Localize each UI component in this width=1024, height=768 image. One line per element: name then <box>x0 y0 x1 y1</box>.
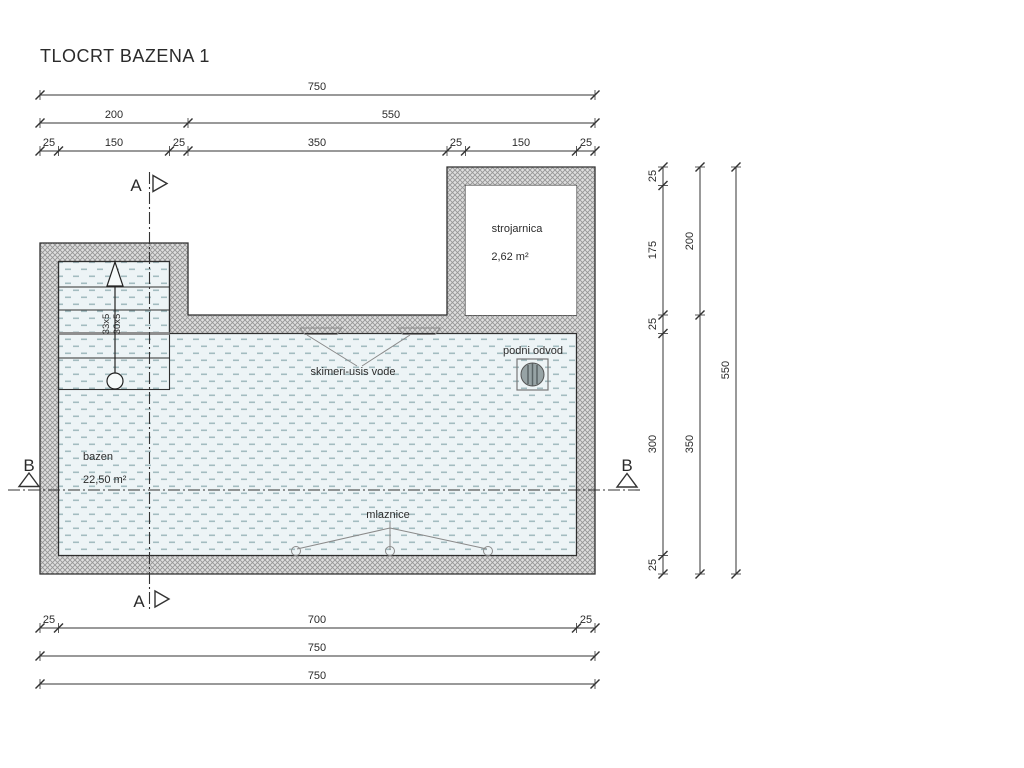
section-b-arrow-right-icon <box>617 474 637 488</box>
dim-value: 750 <box>307 81 327 93</box>
dim-value: 25 <box>647 317 659 331</box>
dim-value: 200 <box>104 109 124 121</box>
stairs-note-1: 33x5 <box>101 313 112 335</box>
dim-value: 550 <box>720 360 732 380</box>
dim-value: 700 <box>307 614 327 626</box>
stairs-note-2: 30x5 <box>112 313 123 335</box>
dim-value: 25 <box>579 614 593 626</box>
section-a-arrow-top-icon <box>153 176 167 192</box>
dim-value: 550 <box>381 109 401 121</box>
dim-value: 750 <box>307 642 327 654</box>
dim-value: 25 <box>42 614 56 626</box>
pool-area: 22,50 m² <box>83 474 127 486</box>
dim-value: 25 <box>647 169 659 183</box>
dim-value: 25 <box>42 137 56 149</box>
dimensions-bottom-text <box>43 614 592 682</box>
dim-value: 150 <box>104 137 124 149</box>
dim-value: 25 <box>579 137 593 149</box>
stairs-start-circle <box>107 373 123 389</box>
section-a-arrow-bottom-icon <box>155 591 169 607</box>
dimensions-right-text <box>647 170 732 571</box>
section-b-label-right: B <box>621 456 633 475</box>
dim-value: 200 <box>684 231 696 251</box>
machine-room-label: strojarnica <box>491 223 543 235</box>
skimmer-label: skimeri-usis vode <box>310 366 396 378</box>
dim-value: 300 <box>647 434 659 454</box>
dim-value: 150 <box>511 137 531 149</box>
section-a-label-top: A <box>130 176 142 195</box>
section-b-label-left: B <box>23 456 35 475</box>
dim-value: 25 <box>172 137 186 149</box>
nozzles-label: mlaznice <box>366 509 410 521</box>
dim-value: 350 <box>684 434 696 454</box>
dim-value: 350 <box>307 137 327 149</box>
dim-value: 175 <box>647 240 659 260</box>
dim-value: 25 <box>449 137 463 149</box>
dim-value: 750 <box>307 670 327 682</box>
machine-room-area: 2,62 m² <box>491 251 529 263</box>
pool-label: bazen <box>83 451 113 463</box>
floor-drain-label: podni odvod <box>503 345 563 357</box>
section-b-arrow-left-icon <box>19 473 39 487</box>
dimensions-top-text <box>43 81 592 149</box>
dim-value: 25 <box>647 558 659 572</box>
section-a-label-bottom: A <box>133 592 145 611</box>
drawing-title: TLOCRT BAZENA 1 <box>40 46 210 66</box>
